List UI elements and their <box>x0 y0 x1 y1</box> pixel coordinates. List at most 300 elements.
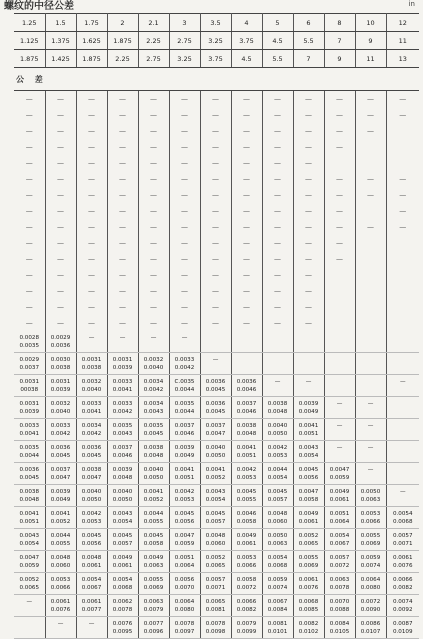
header-cell: 1.875 <box>107 32 138 50</box>
value-cell <box>76 353 107 375</box>
dash-cell: — <box>169 315 200 331</box>
value-cell <box>324 419 355 441</box>
max-value: 0.0049 <box>174 452 195 459</box>
max-value: 0.0063 <box>143 562 164 569</box>
dash-cell <box>355 283 386 299</box>
max-value: 0.0076 <box>298 584 319 591</box>
dash-cell: — <box>107 155 138 171</box>
max-value: 0.0050 <box>143 474 164 481</box>
min-value: 0.0042 <box>236 466 257 473</box>
value-cell <box>76 551 107 573</box>
max-value: 0.0045 <box>81 452 102 459</box>
min-value: 0.0055 <box>360 532 381 539</box>
value-cell <box>107 419 138 441</box>
max-value: 0.0046 <box>174 430 195 437</box>
min-value: 0.0037 <box>174 422 195 429</box>
max-value: 0.0068 <box>392 518 413 525</box>
max-value <box>263 364 293 372</box>
value-cell <box>324 529 355 551</box>
dash-cell: — <box>262 139 293 155</box>
min-value: 0.0047 <box>174 532 195 539</box>
max-value: 0.0085 <box>298 606 319 613</box>
max-value: 0.0065 <box>205 562 226 569</box>
dash-cell: — <box>107 235 138 251</box>
dash-cell: — <box>169 171 200 187</box>
dash-cell: — <box>262 315 293 331</box>
value-cell <box>293 441 324 463</box>
min-value: 0.0028 <box>19 334 40 341</box>
value-cell <box>231 595 262 617</box>
header-row <box>14 50 419 68</box>
min-value: 0.0054 <box>392 510 413 517</box>
max-value: 0.0036 <box>50 342 71 349</box>
value-cell <box>231 441 262 463</box>
dash-cell: — <box>76 123 107 139</box>
dash-cell: — <box>262 267 293 283</box>
max-value: 0.0052 <box>50 518 71 525</box>
min-value: 0.0045 <box>143 532 164 539</box>
min-value <box>356 378 386 386</box>
dash-cell: — <box>138 315 169 331</box>
min-value: — <box>88 620 95 627</box>
header-cell: 7 <box>324 32 355 50</box>
min-value: 0.0059 <box>360 554 381 561</box>
dash-cell <box>355 139 386 155</box>
header-cell: 3.25 <box>169 50 200 68</box>
max-value: 0.0041 <box>19 430 40 437</box>
min-value: 0.0029 <box>50 334 71 341</box>
value-cell <box>138 573 169 595</box>
min-value: 0.0065 <box>205 598 226 605</box>
min-value: 0.0030 <box>50 356 71 363</box>
max-value <box>325 386 355 394</box>
dash-cell: — <box>138 299 169 315</box>
max-value: 0.0061 <box>236 540 257 547</box>
value-cell <box>45 485 76 507</box>
min-value: 0.0035 <box>19 444 40 451</box>
dash-cell: — <box>399 191 407 199</box>
max-value: 0.0109 <box>392 628 413 635</box>
max-value: 0.0047 <box>205 430 226 437</box>
min-value: — <box>367 400 374 407</box>
max-value: 0.0046 <box>236 386 257 393</box>
dash-cell: — <box>76 139 107 155</box>
dash-cell <box>355 203 386 219</box>
dash-cell: — <box>293 267 324 283</box>
dash-cell: — <box>138 91 169 108</box>
min-value <box>387 356 420 364</box>
max-value: 0.0098 <box>205 628 226 635</box>
max-value: 0.0064 <box>329 518 350 525</box>
value-cell <box>169 419 200 441</box>
max-value: 0.0084 <box>267 606 288 613</box>
min-value: 0.0039 <box>112 466 133 473</box>
min-value <box>232 334 262 342</box>
min-value: 0.0034 <box>143 400 164 407</box>
max-value: 0.0090 <box>360 606 381 613</box>
header-cell: 4.5 <box>231 50 262 68</box>
dash-cell: — <box>324 251 355 267</box>
dash-row <box>14 235 419 251</box>
dash-cell <box>386 155 419 171</box>
min-value: 0.0038 <box>267 400 288 407</box>
min-value: 0.0052 <box>298 532 319 539</box>
dash-row <box>14 187 419 203</box>
header-cell: 1.75 <box>76 14 107 32</box>
header-cell: 1.625 <box>76 32 107 50</box>
max-value: 0.0040 <box>50 408 71 415</box>
max-value: 0.0054 <box>298 452 319 459</box>
min-value: 0.0058 <box>236 576 257 583</box>
dash-cell: — <box>324 91 355 108</box>
max-value: 0.0045 <box>50 452 71 459</box>
value-cell <box>231 331 262 353</box>
header-cell: 2.25 <box>107 50 138 68</box>
dash-cell: — <box>324 123 355 139</box>
value-cell <box>324 617 355 639</box>
max-value: 0.0058 <box>236 518 257 525</box>
max-value: 0.0051 <box>19 518 40 525</box>
dash-cell: — <box>231 155 262 171</box>
value-cell <box>45 463 76 485</box>
min-value: 0.0031 <box>112 356 133 363</box>
max-value <box>232 364 262 372</box>
max-value: 0.0101 <box>267 628 288 635</box>
value-cell <box>386 507 419 529</box>
dash-cell: — <box>76 283 107 299</box>
min-value: 0.0045 <box>112 532 133 539</box>
value-cell <box>262 463 293 485</box>
max-value <box>77 342 107 350</box>
value-cell <box>138 617 169 639</box>
max-value: 0.0037 <box>19 364 40 371</box>
value-cell <box>200 551 231 573</box>
max-value: 0.0069 <box>143 584 164 591</box>
value-cell <box>386 397 419 419</box>
value-cell <box>76 331 107 353</box>
value-cell <box>231 463 262 485</box>
value-cell <box>262 529 293 551</box>
value-cell <box>169 573 200 595</box>
dash-cell: — <box>45 267 76 283</box>
max-value: 0.0070 <box>174 584 195 591</box>
dash-cell <box>386 123 419 139</box>
max-value <box>294 342 324 350</box>
dash-cell <box>386 315 419 331</box>
dash-cell: — <box>169 107 200 123</box>
dash-cell: — <box>107 219 138 235</box>
min-value <box>325 334 355 342</box>
value-cell <box>138 463 169 485</box>
dash-cell: — <box>76 187 107 203</box>
value-cell <box>324 331 355 353</box>
min-value: 0.0051 <box>329 510 350 517</box>
max-value: 0.0053 <box>174 496 195 503</box>
dash-cell: — <box>293 235 324 251</box>
value-cell <box>45 507 76 529</box>
min-value: 0.0047 <box>298 488 319 495</box>
max-value: 0.0054 <box>19 540 40 547</box>
min-value: — <box>212 356 219 363</box>
min-value: 0.0041 <box>19 510 40 517</box>
min-value <box>356 356 386 364</box>
min-value: 0.0036 <box>19 466 40 473</box>
dash-cell: — <box>200 107 231 123</box>
dash-cell <box>386 283 419 299</box>
max-value: 0.0102 <box>298 628 319 635</box>
max-value: 0.0039 <box>50 386 71 393</box>
dash-cell: — <box>355 171 386 187</box>
dash-cell: — <box>169 203 200 219</box>
min-value: 0.0029 <box>19 356 40 363</box>
dash-cell: — <box>169 91 200 108</box>
min-value: 0.0038 <box>81 466 102 473</box>
header-cell: 8 <box>324 14 355 32</box>
max-value <box>325 452 355 460</box>
value-row <box>14 551 419 573</box>
max-value: 0.0079 <box>143 606 164 613</box>
min-value <box>294 356 324 364</box>
min-value: 0.0042 <box>81 510 102 517</box>
value-cell <box>200 617 231 639</box>
value-cell <box>107 551 138 573</box>
min-value: 0.0036 <box>205 400 226 407</box>
dash-cell: — <box>169 219 200 235</box>
header-cell: 1.25 <box>14 14 45 32</box>
min-value: — <box>367 466 374 473</box>
min-value: 0.0064 <box>174 598 195 605</box>
value-cell <box>107 331 138 353</box>
min-value <box>387 444 420 452</box>
max-value: 0.0076 <box>392 562 413 569</box>
max-value: 0.0051 <box>236 452 257 459</box>
max-value <box>263 386 293 394</box>
min-value: 0.0044 <box>267 466 288 473</box>
value-cell <box>107 529 138 551</box>
value-cell <box>138 529 169 551</box>
max-value: 0.0057 <box>112 540 133 547</box>
dash-cell: — <box>169 139 200 155</box>
min-value: 0.0048 <box>205 532 226 539</box>
dash-cell: — <box>138 235 169 251</box>
value-cell <box>169 507 200 529</box>
max-value: 0.0092 <box>392 606 413 613</box>
header-cell: 3.25 <box>200 32 231 50</box>
min-value: 0.0034 <box>81 422 102 429</box>
min-value: 0.0041 <box>236 444 257 451</box>
section-label: 公 差 <box>14 68 419 91</box>
min-value: 0.0066 <box>236 598 257 605</box>
min-value: — <box>150 334 157 341</box>
value-cell <box>200 397 231 419</box>
max-value <box>139 342 169 350</box>
dash-cell: — <box>14 315 45 331</box>
value-cell <box>107 595 138 617</box>
value-cell <box>45 419 76 441</box>
max-value: 0.0053 <box>267 452 288 459</box>
dash-cell: — <box>76 267 107 283</box>
value-row <box>14 595 419 617</box>
value-cell <box>169 397 200 419</box>
header-cell: 3 <box>169 14 200 32</box>
min-value: 0.0036 <box>236 378 257 385</box>
min-value: 0.0043 <box>298 444 319 451</box>
dash-cell: — <box>138 123 169 139</box>
min-value: 0.0057 <box>329 554 350 561</box>
dash-cell: — <box>231 123 262 139</box>
max-value <box>108 342 138 350</box>
max-value: 0.0056 <box>298 474 319 481</box>
value-cell <box>107 375 138 397</box>
dash-cell: — <box>355 91 386 108</box>
value-cell <box>14 419 45 441</box>
dash-cell: — <box>45 155 76 171</box>
min-value: 0.0032 <box>50 400 71 407</box>
dash-cell: — <box>107 107 138 123</box>
max-value: 0.0045 <box>19 474 40 481</box>
min-value: 0.0033 <box>50 422 71 429</box>
value-cell <box>355 595 386 617</box>
min-value: 0.0039 <box>174 444 195 451</box>
value-cell <box>386 573 419 595</box>
max-value <box>356 430 386 438</box>
max-value: 0.0064 <box>174 562 195 569</box>
dash-row <box>14 203 419 219</box>
max-value: 0.0072 <box>236 584 257 591</box>
max-value: 0.0048 <box>236 430 257 437</box>
min-value: — <box>119 334 126 341</box>
value-cell <box>169 551 200 573</box>
min-value: 0.0033 <box>174 356 195 363</box>
value-cell <box>293 595 324 617</box>
value-cell <box>169 353 200 375</box>
max-value <box>201 364 231 372</box>
value-cell <box>293 375 324 397</box>
value-cell <box>386 419 419 441</box>
dash-cell: — <box>14 123 45 139</box>
value-cell <box>324 397 355 419</box>
min-value: 0.0038 <box>236 422 257 429</box>
dash-row <box>14 139 419 155</box>
value-row <box>14 485 419 507</box>
max-value <box>356 364 386 372</box>
dash-cell: — <box>262 155 293 171</box>
dash-cell: — <box>293 251 324 267</box>
dash-cell: — <box>107 283 138 299</box>
max-value: 0.0054 <box>267 474 288 481</box>
max-value <box>387 408 420 416</box>
max-value: 0.0063 <box>267 540 288 547</box>
dash-row <box>14 299 419 315</box>
dash-cell: — <box>399 207 407 215</box>
value-cell <box>355 331 386 353</box>
max-value: 0.0049 <box>50 496 71 503</box>
max-value: 0.0051 <box>174 474 195 481</box>
dash-cell: — <box>45 139 76 155</box>
min-value: 0.0033 <box>112 378 133 385</box>
page-title: 螺纹的中径公差 <box>4 1 74 12</box>
min-value: 0.0037 <box>236 400 257 407</box>
value-cell <box>355 441 386 463</box>
dash-cell: — <box>231 219 262 235</box>
min-value <box>387 466 420 474</box>
value-cell <box>14 551 45 573</box>
max-value: 0.0041 <box>81 408 102 415</box>
dash-cell: — <box>200 267 231 283</box>
page-header <box>0 0 423 13</box>
min-value: — <box>274 378 281 385</box>
header-cell: 6 <box>293 14 324 32</box>
max-value: 0.0060 <box>50 562 71 569</box>
dash-cell: — <box>324 139 355 155</box>
min-value: — <box>367 422 374 429</box>
min-value: — <box>399 488 406 495</box>
min-value: 0.0043 <box>19 532 40 539</box>
value-row <box>14 331 419 353</box>
dash-cell: — <box>231 251 262 267</box>
min-value: 0.0062 <box>112 598 133 605</box>
value-cell <box>386 617 419 639</box>
dash-cell: — <box>231 139 262 155</box>
value-cell <box>355 617 386 639</box>
max-value: 0.0053 <box>81 518 102 525</box>
max-value <box>201 342 231 350</box>
min-value: 0.0067 <box>267 598 288 605</box>
max-value: 0.0080 <box>360 584 381 591</box>
max-value: 0.0042 <box>174 364 195 371</box>
dash-cell: — <box>138 155 169 171</box>
value-cell <box>231 529 262 551</box>
value-cell <box>200 353 231 375</box>
header-cell: 2.25 <box>138 32 169 50</box>
min-value: 0.0036 <box>81 444 102 451</box>
min-value: 0.0040 <box>267 422 288 429</box>
min-value: 0.0035 <box>112 422 133 429</box>
max-value: 0.0061 <box>81 562 102 569</box>
value-row <box>14 573 419 595</box>
dash-cell: — <box>14 219 45 235</box>
value-cell <box>293 573 324 595</box>
min-value: 0.0045 <box>205 510 226 517</box>
value-cell <box>138 397 169 419</box>
dash-cell: — <box>45 219 76 235</box>
max-value: 0.0047 <box>81 474 102 481</box>
min-value: 0.0031 <box>19 378 40 385</box>
min-value: 0.0076 <box>112 620 133 627</box>
max-value <box>325 364 355 372</box>
value-cell <box>293 353 324 375</box>
header-cell: 9 <box>355 32 386 50</box>
max-value: 0.0082 <box>236 606 257 613</box>
dash-cell: — <box>14 283 45 299</box>
dash-cell: — <box>200 171 231 187</box>
value-cell <box>200 375 231 397</box>
min-value: — <box>305 378 312 385</box>
tolerance-table <box>14 13 419 639</box>
dash-cell: — <box>293 107 324 123</box>
dash-cell: — <box>262 107 293 123</box>
max-value: 0.0046 <box>112 452 133 459</box>
value-cell <box>355 485 386 507</box>
value-cell <box>355 507 386 529</box>
max-value: 0.0071 <box>392 540 413 547</box>
value-cell <box>200 463 231 485</box>
dash-cell: — <box>262 235 293 251</box>
dash-cell: — <box>200 283 231 299</box>
header-cell: 5.5 <box>262 50 293 68</box>
max-value: 0.0044 <box>19 452 40 459</box>
min-value: — <box>26 598 33 605</box>
